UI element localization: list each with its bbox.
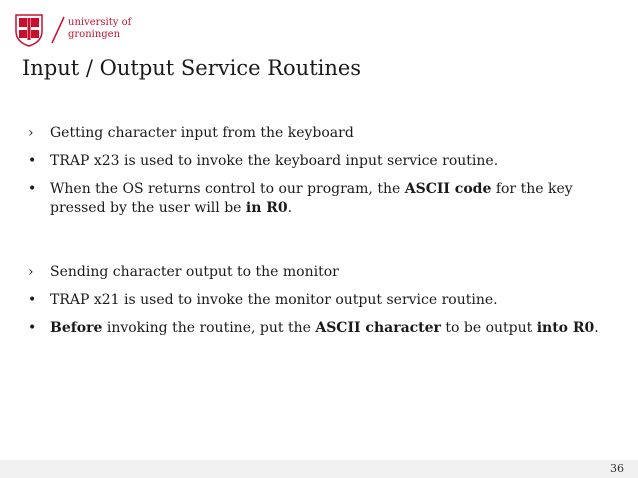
bullet-item	[28, 319, 618, 338]
university-crest-icon	[14, 13, 44, 47]
bullet-item	[28, 180, 618, 218]
chevron-right-icon: ›	[28, 125, 34, 141]
bold-text: Before	[50, 320, 103, 336]
bold-text: into R0	[536, 320, 595, 336]
page-number: 36	[610, 462, 624, 475]
logo-slash-icon	[50, 15, 66, 45]
bullet-text: Before invoking the routine, put the ASCII character to be output into R0.	[50, 320, 599, 336]
slide-title: Input / Output Service Routines	[22, 56, 362, 80]
university-logo	[14, 13, 154, 49]
logo-wordmark	[68, 17, 131, 41]
section-1-heading	[28, 124, 618, 143]
bullet-item	[28, 291, 618, 310]
bold-text: ASCII code	[404, 181, 492, 197]
bold-text: in R0	[245, 200, 288, 216]
bullet-icon: •	[28, 292, 37, 308]
bullet-icon: •	[28, 320, 37, 336]
bullet-icon: •	[28, 181, 37, 197]
bullet-text: TRAP x21 is used to invoke the monitor output service routine.	[50, 292, 498, 308]
section-2-heading-text: Sending character output to the monitor	[50, 264, 339, 280]
bullet-text: TRAP x23 is used to invoke the keyboard input service routine.	[50, 153, 499, 169]
section-2-heading	[28, 263, 618, 282]
bold-text: ASCII character	[315, 320, 441, 336]
bullet-text: When the OS returns control to our program, the ASCII code for the key pressed by the user will be in R0.	[50, 181, 573, 216]
slide-body	[28, 124, 618, 347]
bullet-item	[28, 152, 618, 171]
logo-line-2: groningen	[68, 29, 121, 40]
bullet-icon: •	[28, 153, 37, 169]
slide-footer	[0, 460, 638, 478]
section-1-heading-text: Getting character input from the keyboard	[50, 125, 354, 141]
logo-line-1: university of	[68, 17, 132, 28]
chevron-right-icon: ›	[28, 264, 34, 280]
